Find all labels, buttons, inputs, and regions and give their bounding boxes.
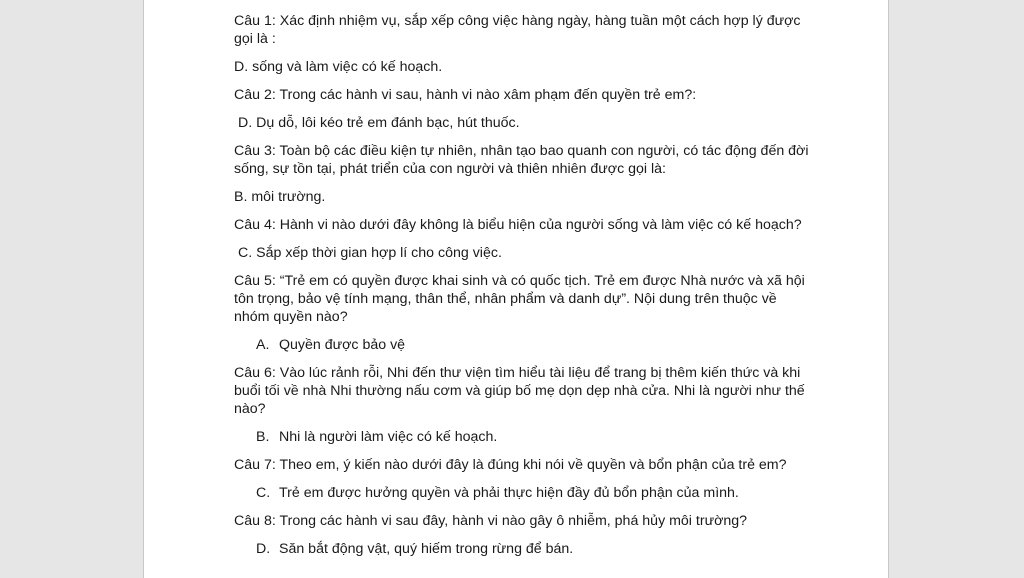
- question-3: Câu 3: Toàn bộ các điều kiện tự nhiên, nhân tạo bao quanh con người, có tác động đến đời sống, sự tồn tại, phát triển của con người và thiên nhiên được gọi là:: [234, 143, 813, 177]
- question-8: Câu 8: Trong các hành vi sau đây, hành vi nào gây ô nhiễm, phá hủy môi trường?: [234, 513, 748, 529]
- answer-7: [234, 484, 809, 502]
- question-5: Câu 5: “Trẻ em có quyền được khai sinh và có quốc tịch. Trẻ em được Nhà nước và xã hội tôn trọng, bảo vệ tính mạng, thân thể, nhân phẩm và danh dự”. Nội dung trên thuộc về nhóm quyền nào?: [234, 273, 809, 325]
- answer-5: [234, 336, 809, 354]
- answer-5-marker: A.: [256, 337, 270, 353]
- answer-4: C. Sắp xếp thời gian hợp lí cho công việc.: [238, 245, 502, 261]
- question-7: Câu 7: Theo em, ý kiến nào dưới đây là đúng khi nói về quyền và bổn phận của trẻ em?: [234, 457, 787, 473]
- answer-1: D. sống và làm việc có kế hoạch.: [234, 59, 443, 75]
- question-2: Câu 2: Trong các hành vi sau, hành vi nào xâm phạm đến quyền trẻ em?:: [234, 87, 697, 103]
- answer-6-text: Nhi là người làm việc có kế hoạch.: [279, 429, 498, 445]
- answer-6: [234, 428, 809, 446]
- answer-5-text: Quyền được bảo vệ: [279, 337, 406, 353]
- question-1: Câu 1: Xác định nhiệm vụ, sắp xếp công việc hàng ngày, hàng tuần một cách hợp lý được gọi là :: [234, 13, 805, 47]
- answer-8: [234, 540, 809, 558]
- document-page: [143, 0, 889, 578]
- answer-8-marker: D.: [256, 541, 271, 557]
- answer-6-marker: B.: [256, 429, 270, 445]
- answer-8-text: Săn bắt động vật, quý hiếm trong rừng để bán.: [279, 541, 574, 557]
- document-body: [234, 12, 813, 568]
- question-6: Câu 6: Vào lúc rảnh rỗi, Nhi đến thư viện tìm hiểu tài liệu để trang bị thêm kiến thức và khi buổi tối về nhà Nhi thường nấu cơm và giúp bố mẹ dọn dẹp nhà cửa. Nhi là người như thế nào?: [234, 365, 809, 417]
- question-4: Câu 4: Hành vi nào dưới đây không là biểu hiện của người sống và làm việc có kế hoạch?: [234, 217, 802, 233]
- answer-7-marker: C.: [256, 485, 271, 501]
- answer-2: D. Dụ dỗ, lôi kéo trẻ em đánh bạc, hút thuốc.: [238, 115, 520, 131]
- answer-3: B. môi trường.: [234, 189, 326, 205]
- answer-7-text: Trẻ em được hưởng quyền và phải thực hiện đầy đủ bổn phận của mình.: [279, 485, 739, 501]
